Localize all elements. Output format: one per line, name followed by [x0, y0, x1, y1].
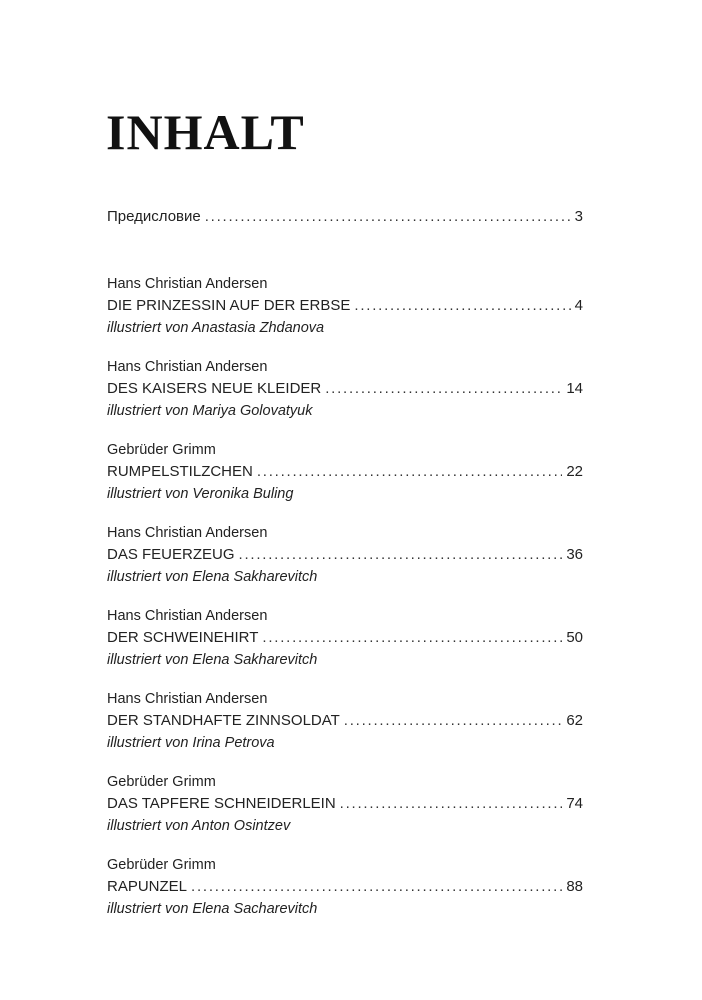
toc-entry[interactable]: [107, 605, 583, 671]
dot-leader: [340, 793, 563, 815]
entry-title: RAPUNZEL: [107, 878, 188, 895]
toc-entry[interactable]: [107, 356, 583, 422]
entry-title: DAS FEUERZEUG: [107, 546, 235, 563]
toc-entry[interactable]: [107, 522, 583, 588]
page-number: 14: [566, 380, 583, 397]
page-number: 74: [566, 795, 583, 812]
entry-illustrator: illustriert von Veronika Buling: [107, 486, 294, 502]
entry-illustrator: illustriert von Elena Sakharevitch: [107, 652, 318, 668]
entry-author: Hans Christian Andersen: [107, 525, 268, 541]
dot-leader: [262, 627, 562, 649]
entry-title-line: [107, 544, 583, 566]
dot-leader: [325, 378, 562, 400]
page-number: 36: [566, 546, 583, 563]
dot-leader: [239, 544, 563, 566]
toc-entry[interactable]: [107, 273, 583, 339]
entry-author: Hans Christian Andersen: [107, 359, 268, 375]
toc-entry-preface[interactable]: [107, 206, 583, 228]
entry-title-line: [107, 710, 583, 732]
toc-entry[interactable]: [107, 771, 583, 837]
dot-leader: [257, 461, 562, 483]
page-number: 4: [574, 297, 583, 314]
entry-title-line: [107, 461, 583, 483]
entry-title-line: [107, 295, 583, 317]
entry-author: Hans Christian Andersen: [107, 691, 268, 707]
entry-illustrator: illustriert von Irina Petrova: [107, 735, 275, 751]
entry-title-line: [107, 793, 583, 815]
toc-entry[interactable]: [107, 854, 583, 920]
entry-title-line: [107, 876, 583, 898]
page-number: 62: [566, 712, 583, 729]
entry-title: DIE PRINZESSIN AUF DER ERBSE: [107, 297, 351, 314]
entry-title: RUMPELSTILZCHEN: [107, 463, 253, 480]
entry-title: Предисловие: [107, 208, 201, 225]
entry-title-line: [107, 627, 583, 649]
entry-illustrator: illustriert von Elena Sacharevitch: [107, 901, 318, 917]
entry-illustrator: illustriert von Anton Osintzev: [107, 818, 291, 834]
table-of-contents: [107, 206, 583, 937]
dot-leader: [205, 206, 571, 228]
toc-entry[interactable]: [107, 688, 583, 754]
page-title: INHALT: [106, 104, 305, 160]
dot-leader: [354, 295, 570, 317]
entry-illustrator: illustriert von Mariya Golovatyuk: [107, 403, 313, 419]
entry-title: DAS TAPFERE SCHNEIDERLEIN: [107, 795, 336, 812]
page-number: 88: [566, 878, 583, 895]
entry-title: DES KAISERS NEUE KLEIDER: [107, 380, 322, 397]
dot-leader: [344, 710, 563, 732]
entry-illustrator: illustriert von Anastasia Zhdanova: [107, 320, 325, 336]
entry-title-line: [107, 378, 583, 400]
entry-title: DER SCHWEINEHIRT: [107, 629, 259, 646]
entry-author: Gebrüder Grimm: [107, 857, 216, 873]
page-number: 50: [566, 629, 583, 646]
entry-author: Hans Christian Andersen: [107, 608, 268, 624]
entry-title: DER STANDHAFTE ZINNSOLDAT: [107, 712, 340, 729]
entry-illustrator: illustriert von Elena Sakharevitch: [107, 569, 318, 585]
page-number: 3: [574, 208, 583, 225]
page-number: 22: [566, 463, 583, 480]
entry-author: Gebrüder Grimm: [107, 442, 216, 458]
toc-entry[interactable]: [107, 439, 583, 505]
dot-leader: [191, 876, 562, 898]
entry-author: Hans Christian Andersen: [107, 276, 268, 292]
entry-author: Gebrüder Grimm: [107, 774, 216, 790]
